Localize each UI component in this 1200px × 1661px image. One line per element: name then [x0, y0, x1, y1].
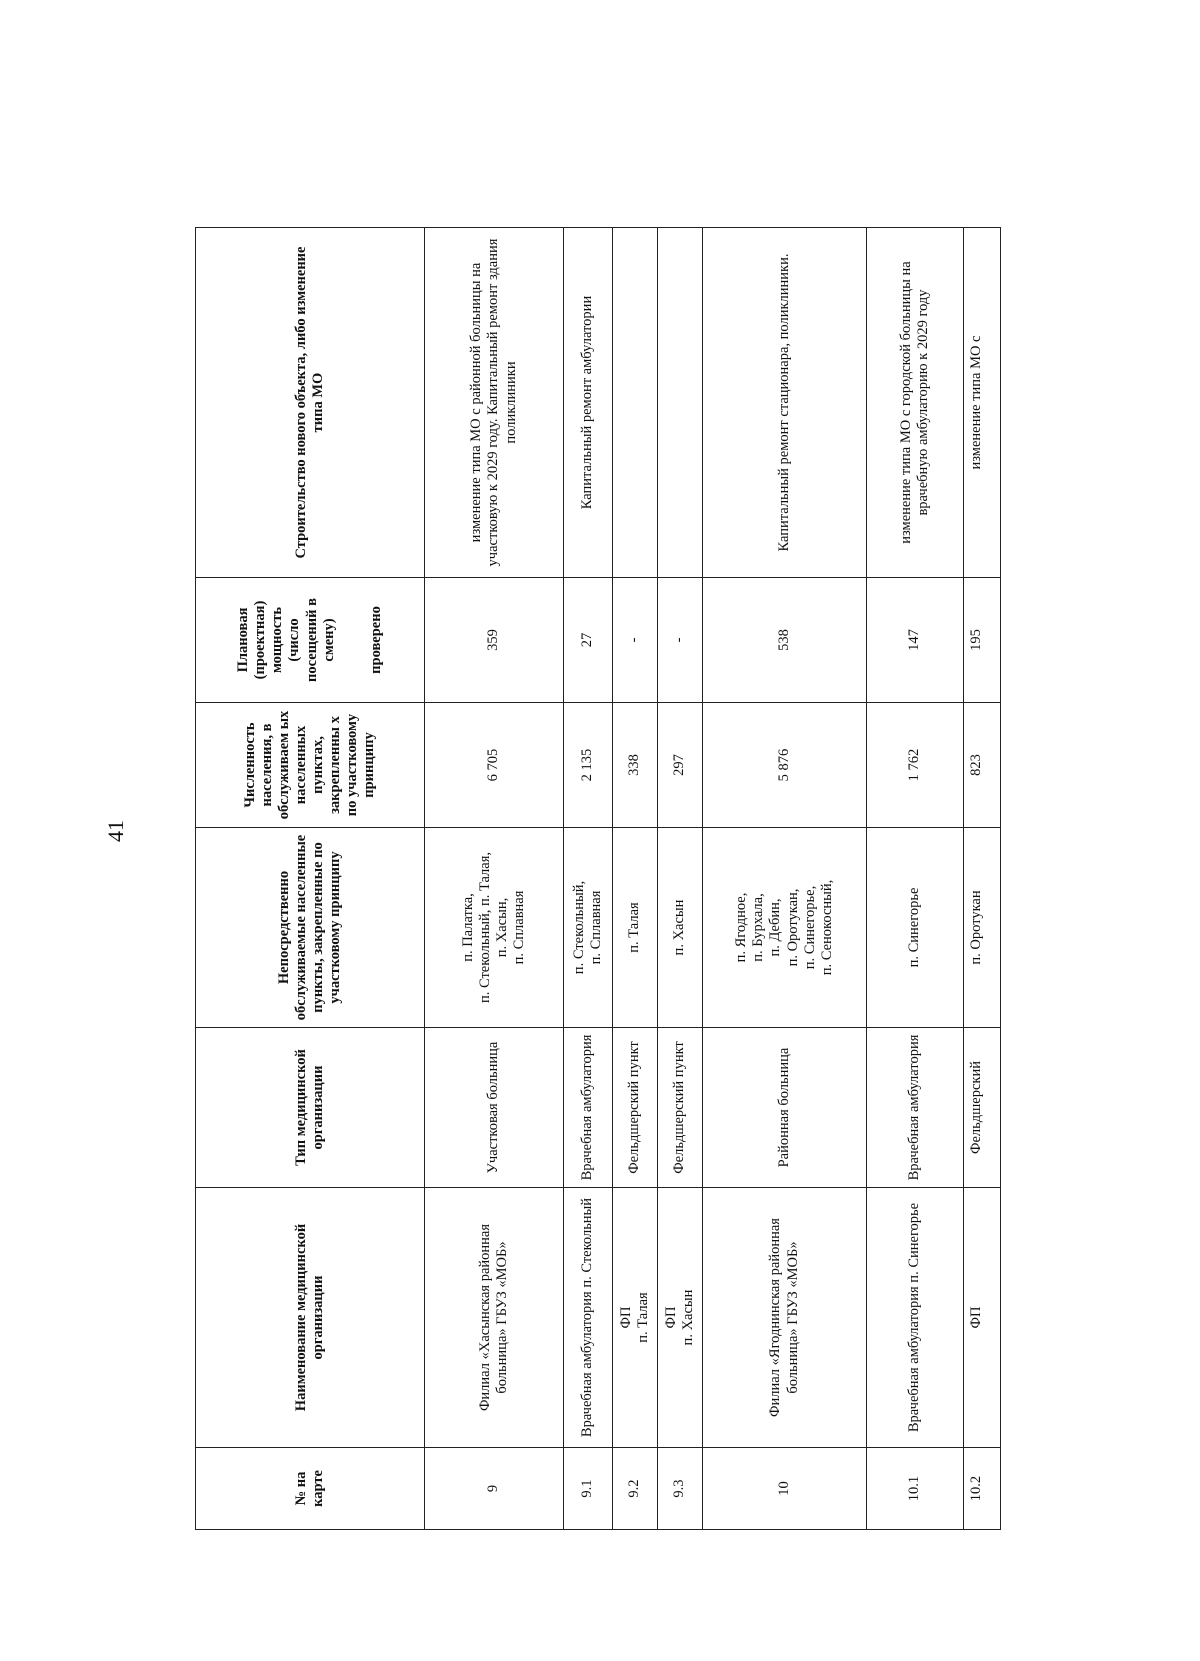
- cell-capacity: 359: [425, 578, 564, 703]
- cell-type: Фельдшерский пункт: [658, 1028, 703, 1188]
- rotated-table-region: [195, 228, 1200, 1530]
- cell-capacity: 195: [964, 578, 1001, 703]
- cell-type: Врачебная амбулатория: [867, 1028, 964, 1188]
- cell-name: ФП п. Хасын: [658, 1188, 703, 1448]
- cell-type: Врачебная амбулатория: [564, 1028, 613, 1188]
- cell-population: 1 762: [867, 703, 964, 828]
- cell-num: 10.2: [964, 1448, 1001, 1530]
- cell-construction: Капитальный ремонт стационара, поликлиники.: [703, 228, 867, 578]
- cell-type: Участковая больница: [425, 1028, 564, 1188]
- cell-num: 9.1: [564, 1448, 613, 1530]
- cell-population: 2 135: [564, 703, 613, 828]
- cell-construction: [658, 228, 703, 578]
- table-row: [564, 228, 613, 1530]
- medical-organizations-table: [195, 227, 1001, 1530]
- table-header-row: [196, 228, 425, 1530]
- cell-name: ФП: [964, 1188, 1001, 1448]
- cell-population: 338: [613, 703, 658, 828]
- table-row: [658, 228, 703, 1530]
- cell-settlements: п. Талая: [613, 828, 658, 1028]
- cell-name: Филиал «Ягоднинская районная больница» ГБУЗ «МОБ»: [703, 1188, 867, 1448]
- cell-settlements: п. Оротукан: [964, 828, 1001, 1028]
- cell-settlements: п. Ягодное, п. Бурхала, п. Дебин, п. Оротукан, п. Синегорье, п. Сенокосный,: [703, 828, 867, 1028]
- cell-construction: изменение типа МО с городской больницы на врачебную амбулаторию к 2029 году: [867, 228, 964, 578]
- cell-type: Районная больница: [703, 1028, 867, 1188]
- header-construction: Строительство нового объекта, либо изменение типа МО: [196, 228, 425, 578]
- cell-name: Врачебная амбулатория п. Стекольный: [564, 1188, 613, 1448]
- cell-num: 9.2: [613, 1448, 658, 1530]
- header-capacity-note: проверено: [367, 606, 384, 674]
- cell-type: Фельдшерский пункт: [613, 1028, 658, 1188]
- cell-construction: [613, 228, 658, 578]
- cell-population: 5 876: [703, 703, 867, 828]
- table-row: [964, 228, 1001, 1530]
- table-row: [867, 228, 964, 1530]
- cell-capacity: 27: [564, 578, 613, 703]
- cell-num: 9.3: [658, 1448, 703, 1530]
- cell-settlements: п. Хасын: [658, 828, 703, 1028]
- cell-capacity: -: [613, 578, 658, 703]
- cell-population: 823: [964, 703, 1001, 828]
- header-type: Тип медицинской организации: [196, 1028, 425, 1188]
- table-row: [425, 228, 564, 1530]
- cell-num: 9: [425, 1448, 564, 1530]
- header-capacity: [196, 578, 425, 703]
- cell-settlements: п. Палатка, п. Стекольный, п. Талая, п. Хасын, п. Сплавная: [425, 828, 564, 1028]
- cell-type: Фельдшерский: [964, 1028, 1001, 1188]
- cell-construction: изменение типа МО с: [964, 228, 1001, 578]
- cell-name: ФП п. Талая: [613, 1188, 658, 1448]
- table-row: [613, 228, 658, 1530]
- cell-construction: Капитальный ремонт амбулатории: [564, 228, 613, 578]
- cell-name: Врачебная амбулатория п. Синегорье: [867, 1188, 964, 1448]
- cell-capacity: 147: [867, 578, 964, 703]
- table-row: [703, 228, 867, 1530]
- cell-num: 10.1: [867, 1448, 964, 1530]
- cell-num: 10: [703, 1448, 867, 1530]
- header-population: Численность населения, в обслуживаем ых населенных пунктах, закрепленны х по участковому принципу: [196, 703, 425, 828]
- header-capacity-label: Плановая (проектная) мощность (число посещений в смену): [235, 598, 337, 682]
- cell-name: Филиал «Хасынская районная больница» ГБУЗ «МОБ»: [425, 1188, 564, 1448]
- page-number: 41: [103, 820, 128, 842]
- cell-population: 297: [658, 703, 703, 828]
- cell-settlements: п. Стекольный, п. Сплавная: [564, 828, 613, 1028]
- cell-settlements: п. Синегорье: [867, 828, 964, 1028]
- header-num: № на карте: [196, 1448, 425, 1530]
- cell-capacity: 538: [703, 578, 867, 703]
- cell-population: 6 705: [425, 703, 564, 828]
- cell-construction: изменение типа МО с районной больницы на участковую к 2029 году. Капитальный ремонт здания поликлиники: [425, 228, 564, 578]
- cell-capacity: -: [658, 578, 703, 703]
- header-settlements: Непосредственно обслуживаемые населенные пункты, закрепленные по участковому принципу: [196, 828, 425, 1028]
- header-name: Наименование медицинской организации: [196, 1188, 425, 1448]
